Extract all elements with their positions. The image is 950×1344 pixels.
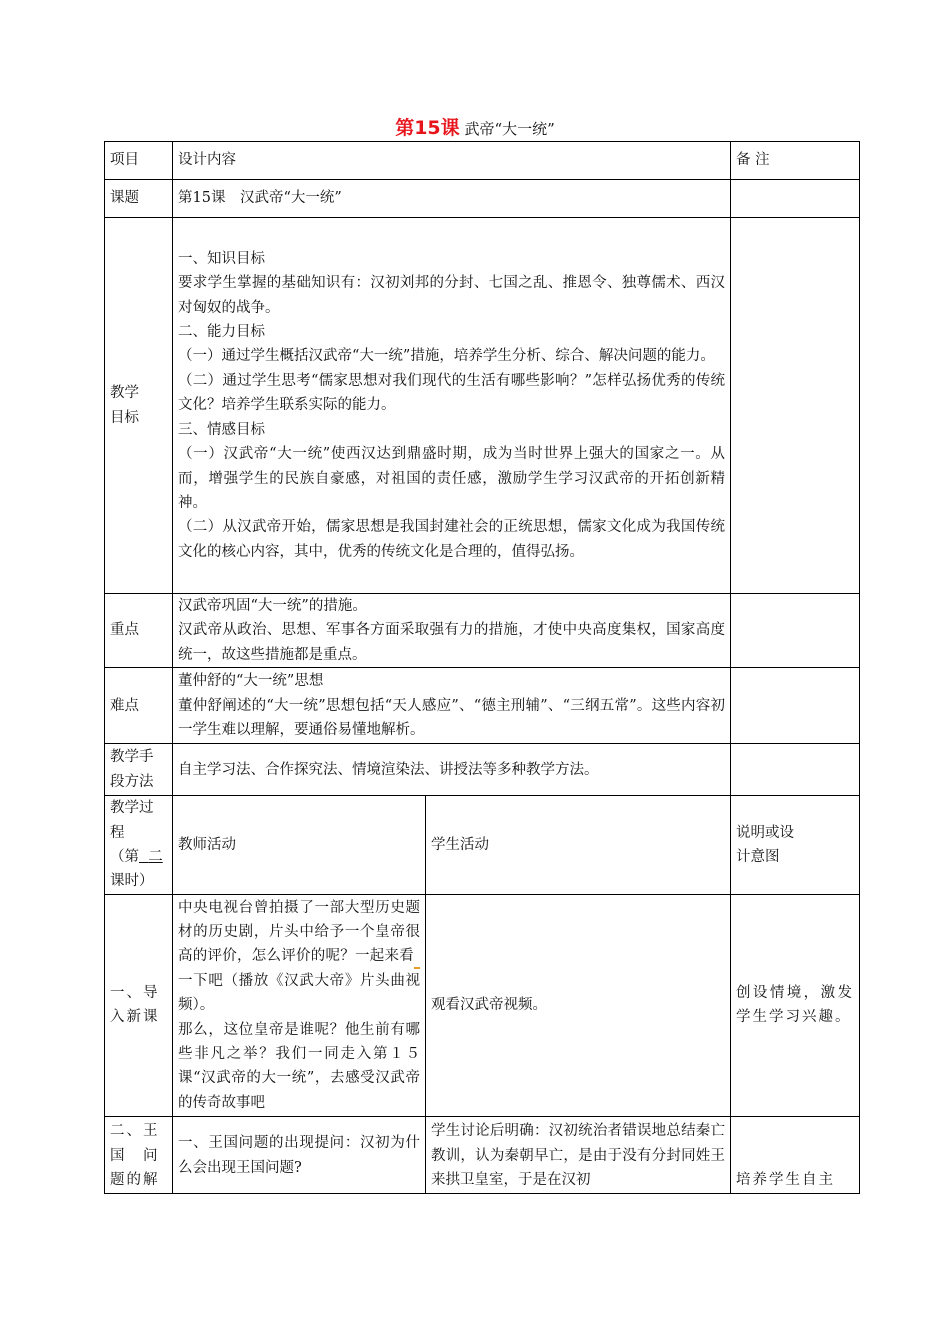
goals-line-7: （一）汉武帝“大一统”使西汉达到鼎盛时期，成为当时世界上强大的国家之一。从而，增强学生的民族自豪感，对祖国的责任感，激励学生学习汉武帝的开拓创新精神。 (178, 446, 725, 511)
kingdom-label: 二、王 国 问 题的解 (105, 1116, 173, 1193)
methods-remark (731, 744, 860, 796)
kingdom-student-activity: 学生讨论后明确：汉初统治者错误地总结秦亡教训，认为秦朝早亡，是由于没有分封同姓王来拱卫皇室，于是在汉初 (426, 1116, 731, 1193)
intro-row (105, 894, 860, 1116)
intro-design-intent: 创设情境，激发学生学习兴趣。 (731, 894, 860, 1116)
goals-line-4: （一）通过学生概括汉武帝“大一统”措施，培养学生分析、综合、解决问题的能力。 (178, 348, 715, 365)
goals-content (173, 218, 731, 594)
process-label: 教学过程（第 二课时） (105, 796, 173, 895)
difficult-remark (731, 668, 860, 744)
difficult-line-2: 董仲舒阐述的“大一统”思想包括“天人感应”、“德主刑辅”、“三纲五常”。这些内容初一学生难以理解，要通俗易懂地解析。 (178, 697, 725, 738)
goals-line-1: 一、知识目标 (178, 250, 265, 267)
intro-student-activity: 观看汉武帝视频。 (426, 894, 731, 1116)
difficult-row (105, 668, 860, 744)
key-label: 重点 (105, 594, 173, 668)
key-row (105, 594, 860, 668)
key-content (173, 594, 731, 668)
topic-value: 第15课 汉武帝“大一统” (173, 180, 731, 218)
kingdom-row (105, 1116, 860, 1193)
goals-line-5: （二）通过学生思考“儒家思想对我们现代的生活有哪些影响？”怎样弘扬优秀的传统文化？培养学生联系实际的能力。 (178, 372, 725, 414)
goals-line-3: 二、能力目标 (178, 324, 265, 341)
goals-label: 教学目标 (105, 218, 173, 594)
intro-teacher-activity: 中央电视台曾拍摄了一部大型历史题材的历史剧，片头中给予一个皇帝很高的评价，怎么评价的呢？一起来看一下吧（播放《汉武大帝》片头曲视频）。 那么，这位皇帝是谁呢？他生前有哪些非凡之举？我们一同走入第１５课“汉武帝的大一统”，去感受汉武帝的传奇故事吧 (173, 894, 426, 1116)
key-line-2: 汉武帝从政治、思想、军事各方面采取强有力的措施，才使中央高度集权，国家高度统一，故这些措施都是重点。 (178, 622, 725, 663)
methods-content: 自主学习法、合作探究法、情境渲染法、讲授法等多种教学方法。 (173, 744, 731, 796)
methods-label: 教学手段方法 (105, 744, 173, 796)
header-remark: 备 注 (731, 142, 860, 180)
student-activity-header: 学生活动 (426, 796, 731, 895)
key-line-1: 汉武帝巩固“大一统”的措施。 (178, 598, 367, 614)
teacher-activity-header: 教师活动 (173, 796, 426, 895)
key-remark (731, 594, 860, 668)
goals-remark (731, 218, 860, 594)
topic-remark (731, 180, 860, 218)
header-project: 项目 (105, 142, 173, 180)
kingdom-teacher-activity: 一、王国问题的出现提问：汉初为什么会出现王国问题? (173, 1116, 426, 1193)
document-title (0, 116, 950, 141)
intro-label: 一、导入新课 (105, 894, 173, 1116)
goals-line-8: （二）从汉武帝开始，儒家思想是我国封建社会的正统思想，儒家文化成为我国传统文化的核心内容，其中，优秀的传统文化是合理的，值得弘扬。 (178, 519, 725, 560)
process-header-row (105, 796, 860, 895)
lesson-number: 第15课 (395, 117, 460, 139)
difficult-label: 难点 (105, 668, 173, 744)
topic-label: 课题 (105, 180, 173, 218)
edit-mark (414, 967, 420, 969)
topic-row (105, 180, 860, 218)
header-row (105, 142, 860, 180)
goals-row (105, 218, 860, 594)
lesson-subtitle: 武帝“大一统” (464, 120, 555, 138)
goals-line-6: 三、情感目标 (178, 421, 265, 438)
header-content: 设计内容 (173, 142, 731, 180)
goals-line-2: 要求学生掌握的基础知识有：汉初刘邦的分封、七国之乱、推恩令、独尊儒术、西汉对匈奴的战争。 (178, 275, 725, 316)
difficult-line-1: 董仲舒的“大一统”思想 (178, 673, 324, 690)
difficult-content (173, 668, 731, 744)
lesson-plan-table (104, 141, 860, 1194)
design-intent-header: 说明或设计意图 (731, 796, 860, 895)
methods-row (105, 744, 860, 796)
kingdom-design-intent: 培养学生自主 (731, 1116, 860, 1193)
